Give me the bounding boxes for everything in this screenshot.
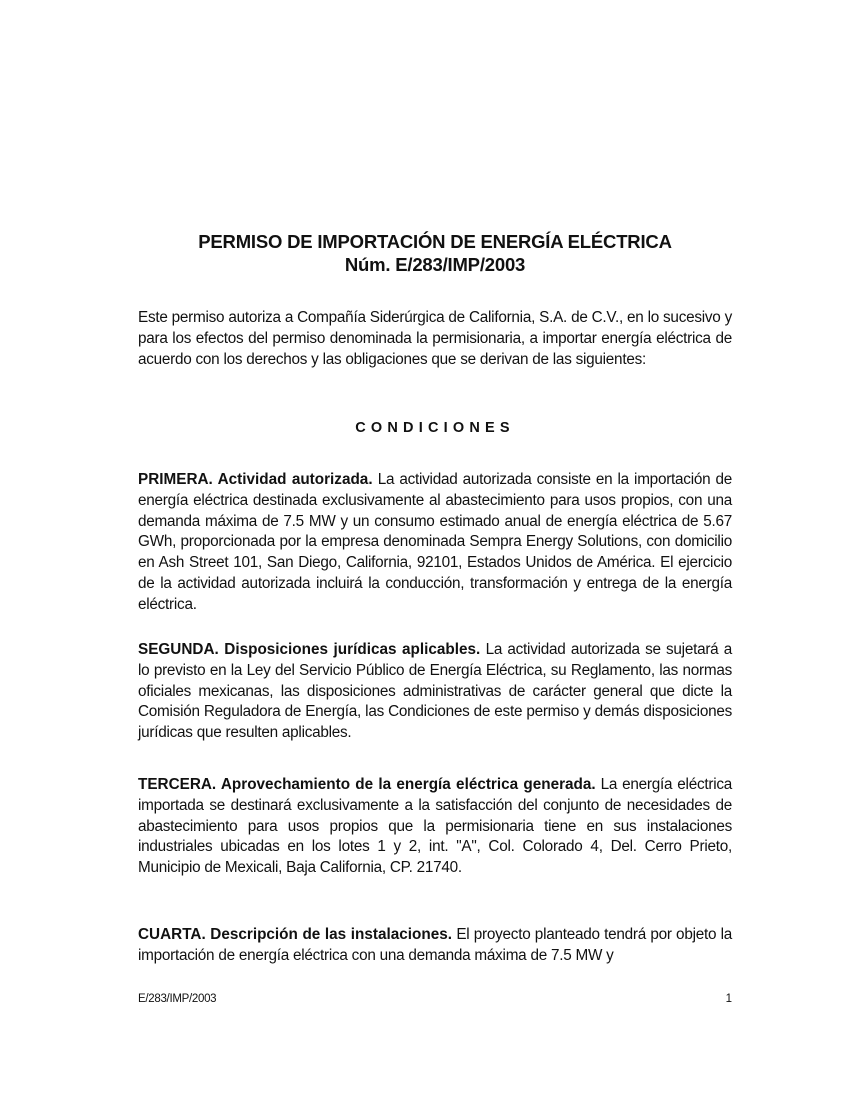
condition-heading: TERCERA. Aprovechamiento de la energía eléctrica generada. <box>138 776 596 793</box>
condition-text: La actividad autorizada se sujetará a lo previsto en la Ley del Servicio Público de Energía Eléctrica, su Reglamento, las normas oficiales mexicanas, las disposiciones administrativas de carácter general que dicte la Comisión Reguladora de Energía, las Condiciones de este permiso y demás disposiciones jurídicas que resulten aplicables. <box>138 641 733 742</box>
condition-text: La energía eléctrica importada se destinará exclusivamente a la satisfacción del conjunto de necesidades de abastecimiento para usos propios que la permisionaria tiene en sus instalaciones industriales ubicadas en los lotes 1 y 2, int. "A", Col. Colorado 4, Del. Cerro Prieto, Municipio de Mexicali, Baja California, CP. 21740. <box>138 776 732 877</box>
condition-segunda <box>138 640 732 744</box>
intro-paragraph: Este permiso autoriza a Compañía Siderúrgica de California, S.A. de C.V., en lo sucesivo y para los efectos del permiso denominada la permisionaria, a importar energía eléctrica de acuerdo con los derechos y las obligaciones que se derivan de las siguientes: <box>138 309 732 368</box>
condition-text: El proyecto planteado tendrá por objeto la importación de energía eléctrica con una demanda máxima de 7.5 MW y <box>138 926 732 964</box>
condition-text: La actividad autorizada consiste en la importación de energía eléctrica destinada exclusivamente al abastecimiento para usos propios, con una demanda máxima de 7.5 MW y un consumo estimado anual de energía eléctrica de 5.67 GWh, proporcionada por la empresa denominada Sempra Energy Solutions, con domicilio en Ash Street 101, San Diego, California, 92101, Estados Unidos de América. El ejercicio de la actividad autorizada incluirá la conducción, transformación y entrega de la energía eléctrica. <box>138 471 732 613</box>
condition-cuarta <box>138 925 732 967</box>
condition-heading: CUARTA. Descripción de las instalaciones. <box>138 926 452 943</box>
condition-heading: PRIMERA. Actividad autorizada. <box>138 471 373 488</box>
section-heading: CONDICIONES <box>355 420 515 436</box>
page-number: 1 <box>725 993 732 1005</box>
footer-reference: E/283/IMP/2003 <box>138 993 217 1005</box>
permit-number: Núm. E/283/IMP/2003 <box>344 254 526 275</box>
document-title: PERMISO DE IMPORTACIÓN DE ENERGÍA ELÉCTRICA <box>198 231 672 252</box>
condition-primera <box>138 470 732 616</box>
condition-tercera <box>138 775 732 879</box>
condition-heading: SEGUNDA. Disposiciones jurídicas aplicables. <box>138 641 481 658</box>
